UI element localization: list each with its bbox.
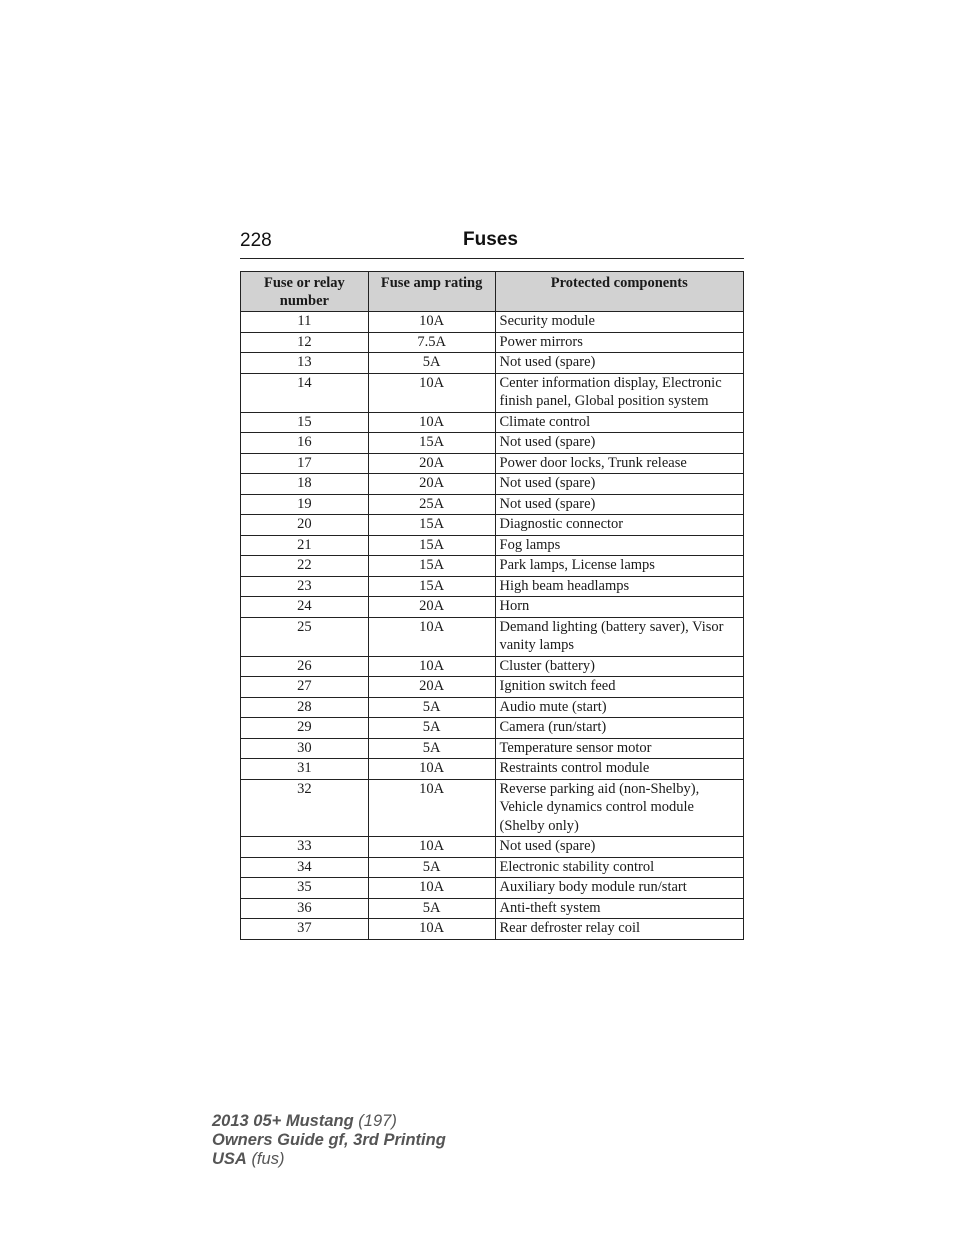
fuse-number-cell: 29 bbox=[241, 718, 369, 739]
amp-rating-cell: 10A bbox=[368, 656, 495, 677]
table-row bbox=[241, 576, 744, 597]
footer-guide: Owners Guide gf, 3rd Printing bbox=[212, 1131, 446, 1149]
table-row bbox=[241, 697, 744, 718]
protected-components-cell: Not used (spare) bbox=[495, 837, 744, 858]
table-row bbox=[241, 837, 744, 858]
amp-rating-cell: 7.5A bbox=[368, 332, 495, 353]
footer-line-2 bbox=[212, 1131, 446, 1150]
protected-components-cell: Rear defroster relay coil bbox=[495, 919, 744, 940]
table-row bbox=[241, 759, 744, 780]
amp-rating-cell: 15A bbox=[368, 576, 495, 597]
footer-section-code: (fus) bbox=[251, 1150, 285, 1168]
fuse-number-cell: 32 bbox=[241, 779, 369, 837]
fuse-number-cell: 28 bbox=[241, 697, 369, 718]
table-row bbox=[241, 494, 744, 515]
protected-components-cell: Restraints control module bbox=[495, 759, 744, 780]
fuse-number-cell: 24 bbox=[241, 597, 369, 618]
footer-line-3 bbox=[212, 1150, 446, 1169]
protected-components-cell: Power mirrors bbox=[495, 332, 744, 353]
protected-components-cell: Fog lamps bbox=[495, 535, 744, 556]
footer-model: 2013 05+ Mustang bbox=[212, 1112, 354, 1130]
amp-rating-cell: 5A bbox=[368, 353, 495, 374]
column-header-amp-rating: Fuse amp rating bbox=[368, 272, 495, 312]
protected-components-cell: Cluster (battery) bbox=[495, 656, 744, 677]
page-title: Fuses bbox=[463, 229, 518, 250]
protected-components-cell: Climate control bbox=[495, 412, 744, 433]
table-row bbox=[241, 857, 744, 878]
protected-components-cell: Camera (run/start) bbox=[495, 718, 744, 739]
fuse-number-cell: 25 bbox=[241, 617, 369, 656]
protected-components-cell: Demand lighting (battery saver), Visor vanity lamps bbox=[495, 617, 744, 656]
protected-components-cell: Horn bbox=[495, 597, 744, 618]
amp-rating-cell: 10A bbox=[368, 412, 495, 433]
fuse-number-cell: 18 bbox=[241, 474, 369, 495]
fuse-table-body bbox=[241, 312, 744, 940]
amp-rating-cell: 20A bbox=[368, 453, 495, 474]
amp-rating-cell: 5A bbox=[368, 898, 495, 919]
fuse-number-cell: 13 bbox=[241, 353, 369, 374]
protected-components-cell: Temperature sensor motor bbox=[495, 738, 744, 759]
protected-components-cell: Reverse parking aid (non-Shelby), Vehicle dynamics control module (Shelby only) bbox=[495, 779, 744, 837]
amp-rating-cell: 10A bbox=[368, 837, 495, 858]
fuse-number-cell: 20 bbox=[241, 515, 369, 536]
fuse-number-cell: 31 bbox=[241, 759, 369, 780]
table-row bbox=[241, 453, 744, 474]
amp-rating-cell: 10A bbox=[368, 373, 495, 412]
fuse-table bbox=[240, 271, 744, 940]
amp-rating-cell: 10A bbox=[368, 759, 495, 780]
table-row bbox=[241, 677, 744, 698]
fuse-number-cell: 14 bbox=[241, 373, 369, 412]
table-row bbox=[241, 556, 744, 577]
table-row bbox=[241, 373, 744, 412]
protected-components-cell: Not used (spare) bbox=[495, 353, 744, 374]
table-row bbox=[241, 353, 744, 374]
protected-components-cell: Security module bbox=[495, 312, 744, 333]
column-header-fuse-number: Fuse or relay number bbox=[241, 272, 369, 312]
amp-rating-cell: 15A bbox=[368, 556, 495, 577]
protected-components-cell: Diagnostic connector bbox=[495, 515, 744, 536]
table-row bbox=[241, 617, 744, 656]
protected-components-cell: Not used (spare) bbox=[495, 474, 744, 495]
amp-rating-cell: 10A bbox=[368, 878, 495, 899]
table-row bbox=[241, 312, 744, 333]
document-footer bbox=[212, 1112, 446, 1169]
table-row bbox=[241, 878, 744, 899]
fuse-number-cell: 17 bbox=[241, 453, 369, 474]
amp-rating-cell: 15A bbox=[368, 433, 495, 454]
amp-rating-cell: 5A bbox=[368, 697, 495, 718]
amp-rating-cell: 10A bbox=[368, 617, 495, 656]
table-row bbox=[241, 474, 744, 495]
fuse-number-cell: 16 bbox=[241, 433, 369, 454]
fuse-number-cell: 22 bbox=[241, 556, 369, 577]
fuse-number-cell: 19 bbox=[241, 494, 369, 515]
protected-components-cell: Power door locks, Trunk release bbox=[495, 453, 744, 474]
fuse-number-cell: 11 bbox=[241, 312, 369, 333]
fuse-number-cell: 37 bbox=[241, 919, 369, 940]
amp-rating-cell: 5A bbox=[368, 738, 495, 759]
table-row bbox=[241, 597, 744, 618]
protected-components-cell: Center information display, Electronic finish panel, Global position system bbox=[495, 373, 744, 412]
protected-components-cell: Not used (spare) bbox=[495, 433, 744, 454]
protected-components-cell: Park lamps, License lamps bbox=[495, 556, 744, 577]
protected-components-cell: Audio mute (start) bbox=[495, 697, 744, 718]
protected-components-cell: Anti-theft system bbox=[495, 898, 744, 919]
page-number: 228 bbox=[240, 230, 272, 251]
table-row bbox=[241, 412, 744, 433]
page-header bbox=[240, 226, 744, 259]
amp-rating-cell: 20A bbox=[368, 677, 495, 698]
table-row bbox=[241, 898, 744, 919]
amp-rating-cell: 5A bbox=[368, 718, 495, 739]
fuse-number-cell: 27 bbox=[241, 677, 369, 698]
fuse-number-cell: 30 bbox=[241, 738, 369, 759]
fuse-number-cell: 15 bbox=[241, 412, 369, 433]
amp-rating-cell: 20A bbox=[368, 474, 495, 495]
fuse-number-cell: 26 bbox=[241, 656, 369, 677]
table-row bbox=[241, 332, 744, 353]
table-header-row bbox=[241, 272, 744, 312]
amp-rating-cell: 15A bbox=[368, 515, 495, 536]
fuse-number-cell: 21 bbox=[241, 535, 369, 556]
amp-rating-cell: 25A bbox=[368, 494, 495, 515]
table-row bbox=[241, 738, 744, 759]
footer-page-code: (197) bbox=[358, 1112, 397, 1130]
table-row bbox=[241, 718, 744, 739]
fuse-number-cell: 12 bbox=[241, 332, 369, 353]
protected-components-cell: High beam headlamps bbox=[495, 576, 744, 597]
fuse-number-cell: 35 bbox=[241, 878, 369, 899]
amp-rating-cell: 15A bbox=[368, 535, 495, 556]
table-row bbox=[241, 433, 744, 454]
table-row bbox=[241, 515, 744, 536]
footer-line-1 bbox=[212, 1112, 446, 1131]
fuse-number-cell: 23 bbox=[241, 576, 369, 597]
footer-region: USA bbox=[212, 1150, 247, 1168]
protected-components-cell: Not used (spare) bbox=[495, 494, 744, 515]
amp-rating-cell: 20A bbox=[368, 597, 495, 618]
protected-components-cell: Ignition switch feed bbox=[495, 677, 744, 698]
column-header-protected-components: Protected components bbox=[495, 272, 744, 312]
protected-components-cell: Auxiliary body module run/start bbox=[495, 878, 744, 899]
fuse-number-cell: 34 bbox=[241, 857, 369, 878]
amp-rating-cell: 5A bbox=[368, 857, 495, 878]
amp-rating-cell: 10A bbox=[368, 919, 495, 940]
table-row bbox=[241, 779, 744, 837]
amp-rating-cell: 10A bbox=[368, 779, 495, 837]
protected-components-cell: Electronic stability control bbox=[495, 857, 744, 878]
table-row bbox=[241, 656, 744, 677]
table-row bbox=[241, 919, 744, 940]
fuse-number-cell: 33 bbox=[241, 837, 369, 858]
fuse-number-cell: 36 bbox=[241, 898, 369, 919]
amp-rating-cell: 10A bbox=[368, 312, 495, 333]
table-row bbox=[241, 535, 744, 556]
